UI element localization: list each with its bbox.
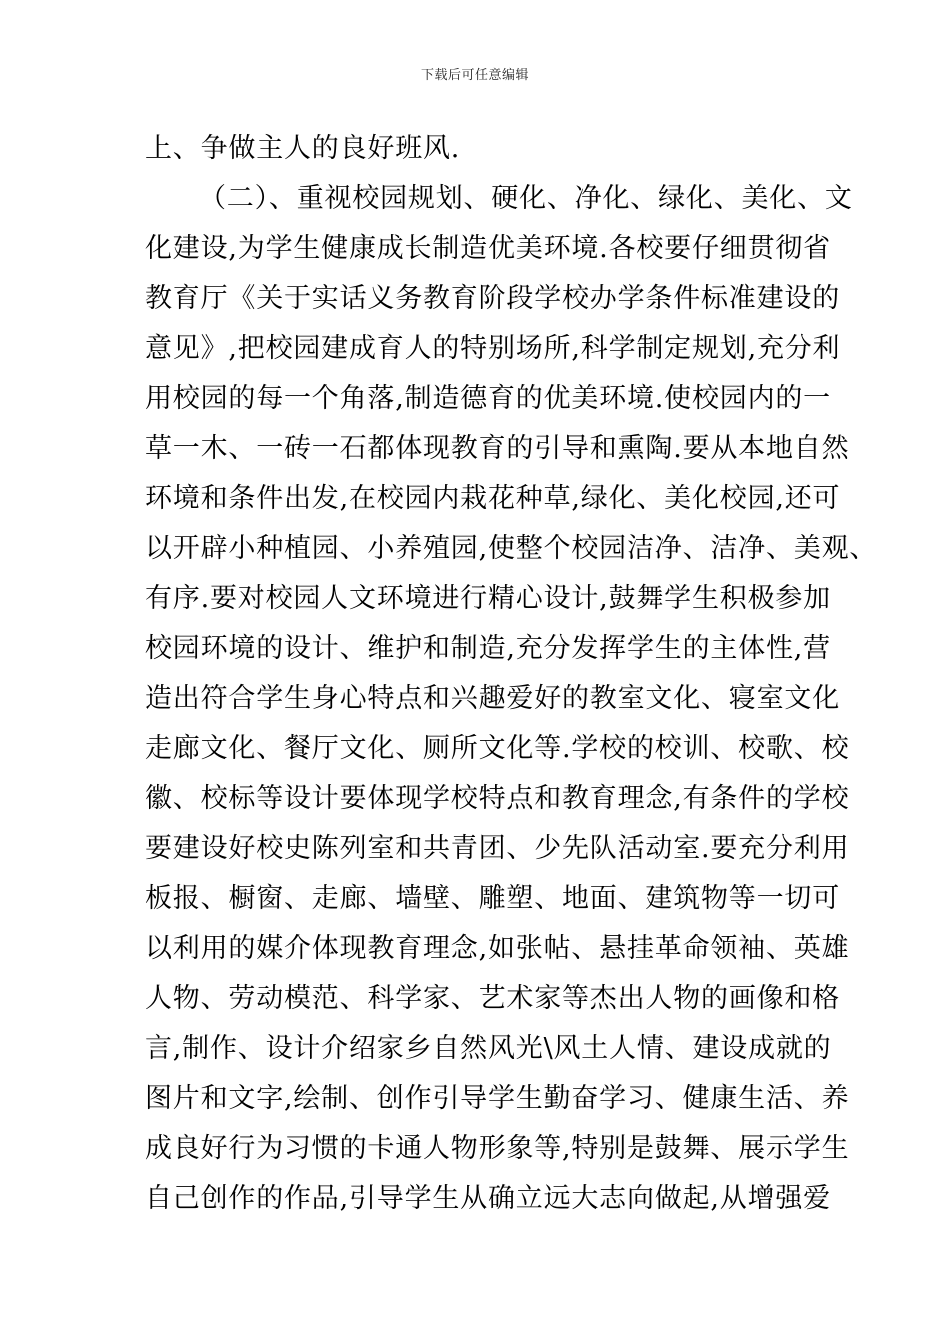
text-line: 图片和文字,绘制、创作引导学生勤奋学习、健康生活、养 — [145, 1083, 850, 1114]
document-body — [145, 129, 878, 1229]
text-line: 校园环境的设计、维护和制造,充分发挥学生的主体性,营 — [145, 633, 831, 664]
text-line: 化建设,为学生健康成长制造优美环境.各校要仔细贯彻省 — [145, 233, 831, 264]
text-line: 以开辟小种植园、小养殖园,使整个校园洁净、洁净、美观、 — [145, 533, 878, 564]
text-line: 环境和条件出发,在校园内栽花种草,绿化、美化校园,还可 — [145, 483, 841, 514]
text-line: 以利用的媒介体现教育理念,如张帖、悬挂革命领袖、英雄 — [145, 933, 850, 964]
text-line: 成良好行为习惯的卡通人物形象等,特别是鼓舞、展示学生 — [145, 1133, 850, 1164]
text-line: 自己创作的作品,引导学生从确立远大志向做起,从增强爱 — [145, 1183, 831, 1214]
text-line: 走廊文化、餐厅文化、厕所文化等.学校的校训、校歌、校 — [145, 733, 850, 764]
text-line: 言,制作、设计介绍家乡自然风光\风土人情、建设成就的 — [145, 1033, 832, 1064]
text-line: 要建设好校史陈列室和共青团、少先队活动室.要充分利用 — [145, 833, 850, 864]
text-line: 徽、校标等设计要体现学校特点和教育理念,有条件的学校 — [145, 783, 850, 814]
text-line: 板报、橱窗、走廊、墙壁、雕塑、地面、建筑物等一切可 — [145, 883, 840, 914]
paragraph-start-line: （二）、重视校园规划、硬化、净化、绿化、美化、文 — [199, 183, 853, 214]
text-line: 意见》,把校园建成育人的特别场所,科学制定规划,充分利 — [145, 333, 841, 364]
text-line: 人物、劳动模范、科学家、艺术家等杰出人物的画像和格 — [145, 983, 840, 1014]
text-line: 用校园的每一个角落,制造德育的优美环境.使校园内的一 — [145, 383, 831, 414]
text-line: 造出符合学生身心特点和兴趣爱好的教室文化、寝室文化 — [145, 683, 840, 714]
text-line: 草一木、一砖一石都体现教育的引导和熏陶.要从本地自然 — [145, 433, 850, 464]
text-line: 教育厅《关于实话义务教育阶段学校办学条件标准建设的 — [145, 283, 840, 314]
text-line: 上、争做主人的良好班风. — [145, 133, 461, 164]
text-line: 有序.要对校园人文环境进行精心设计,鼓舞学生积极参加 — [145, 583, 831, 614]
page-header: 下载后可任意编辑 — [420, 68, 529, 83]
